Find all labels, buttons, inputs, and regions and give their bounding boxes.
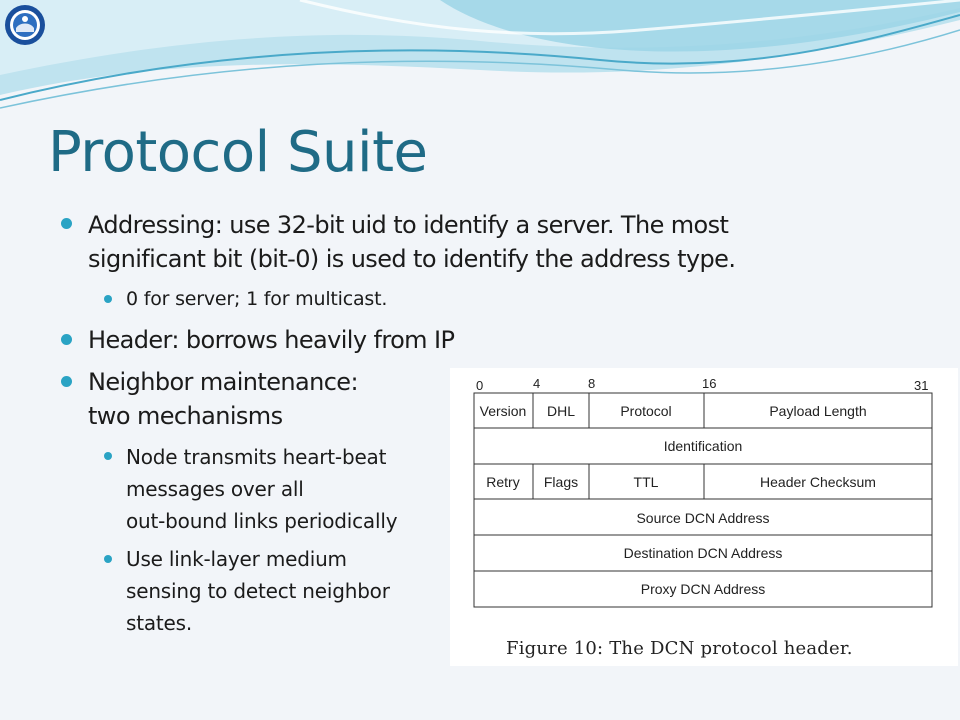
field-flags: Flags <box>543 474 579 490</box>
sub-bullet-link-layer <box>126 543 390 639</box>
bullet-header <box>88 323 454 357</box>
bullet-addressing <box>88 208 735 276</box>
sub-bullet-dot <box>104 295 112 303</box>
bullet-line: states. <box>126 611 193 635</box>
bullet-dot <box>61 218 72 229</box>
bullet-dot <box>61 376 72 387</box>
bit-label: 16 <box>702 376 717 391</box>
field-proxy-address: Proxy DCN Address <box>640 581 766 597</box>
protocol-header-diagram <box>450 368 958 666</box>
bit-label: 0 <box>476 378 484 393</box>
field-version: Version <box>479 403 527 419</box>
field-dhl: DHL <box>546 403 576 419</box>
bit-label: 31 <box>914 378 929 393</box>
bullet-line: Node transmits heart-beat <box>126 445 387 469</box>
field-retry: Retry <box>486 474 520 490</box>
slide-title: Protocol Suite <box>48 120 428 185</box>
bullet-line: messages over all <box>126 477 304 501</box>
field-protocol: Protocol <box>620 403 672 419</box>
field-header-checksum: Header Checksum <box>760 474 876 490</box>
sub-bullet-dot <box>104 452 112 460</box>
bullet-line: out-bound links periodically <box>126 509 398 533</box>
bullet-line: sensing to detect neighbor <box>126 579 390 603</box>
sub-bullet-heartbeat <box>126 441 397 537</box>
bullet-line: 0 for server; 1 for multicast. <box>126 288 388 310</box>
bullet-line: Addressing: use 32-bit uid to identify a server. The most <box>88 211 729 239</box>
bit-label: 8 <box>588 376 596 391</box>
protocol-header-figure <box>450 368 958 666</box>
field-ttl: TTL <box>633 474 659 490</box>
header-wave-decoration <box>0 0 960 120</box>
sub-bullet-dot <box>104 555 112 563</box>
bullet-line: two mechanisms <box>88 402 283 430</box>
bullet-dot <box>61 334 72 345</box>
bit-label: 4 <box>533 376 541 391</box>
header-grid <box>474 393 932 607</box>
field-source-address: Source DCN Address <box>636 510 770 526</box>
sub-bullet-address-type <box>126 283 387 315</box>
field-identification: Identification <box>663 438 743 454</box>
field-destination-address: Destination DCN Address <box>623 545 783 561</box>
university-seal-logo <box>4 4 46 46</box>
bullet-neighbor-maintenance <box>88 365 358 433</box>
field-payload-length: Payload Length <box>769 403 867 419</box>
bullet-line: Use link-layer medium <box>126 547 347 571</box>
figure-caption: Figure 10: The DCN protocol header. <box>506 638 853 659</box>
bullet-line: Header: borrows heavily from IP <box>88 326 455 354</box>
bullet-line: Neighbor maintenance: <box>88 368 358 396</box>
bullet-line: significant bit (bit-0) is used to identify the address type. <box>88 245 736 273</box>
